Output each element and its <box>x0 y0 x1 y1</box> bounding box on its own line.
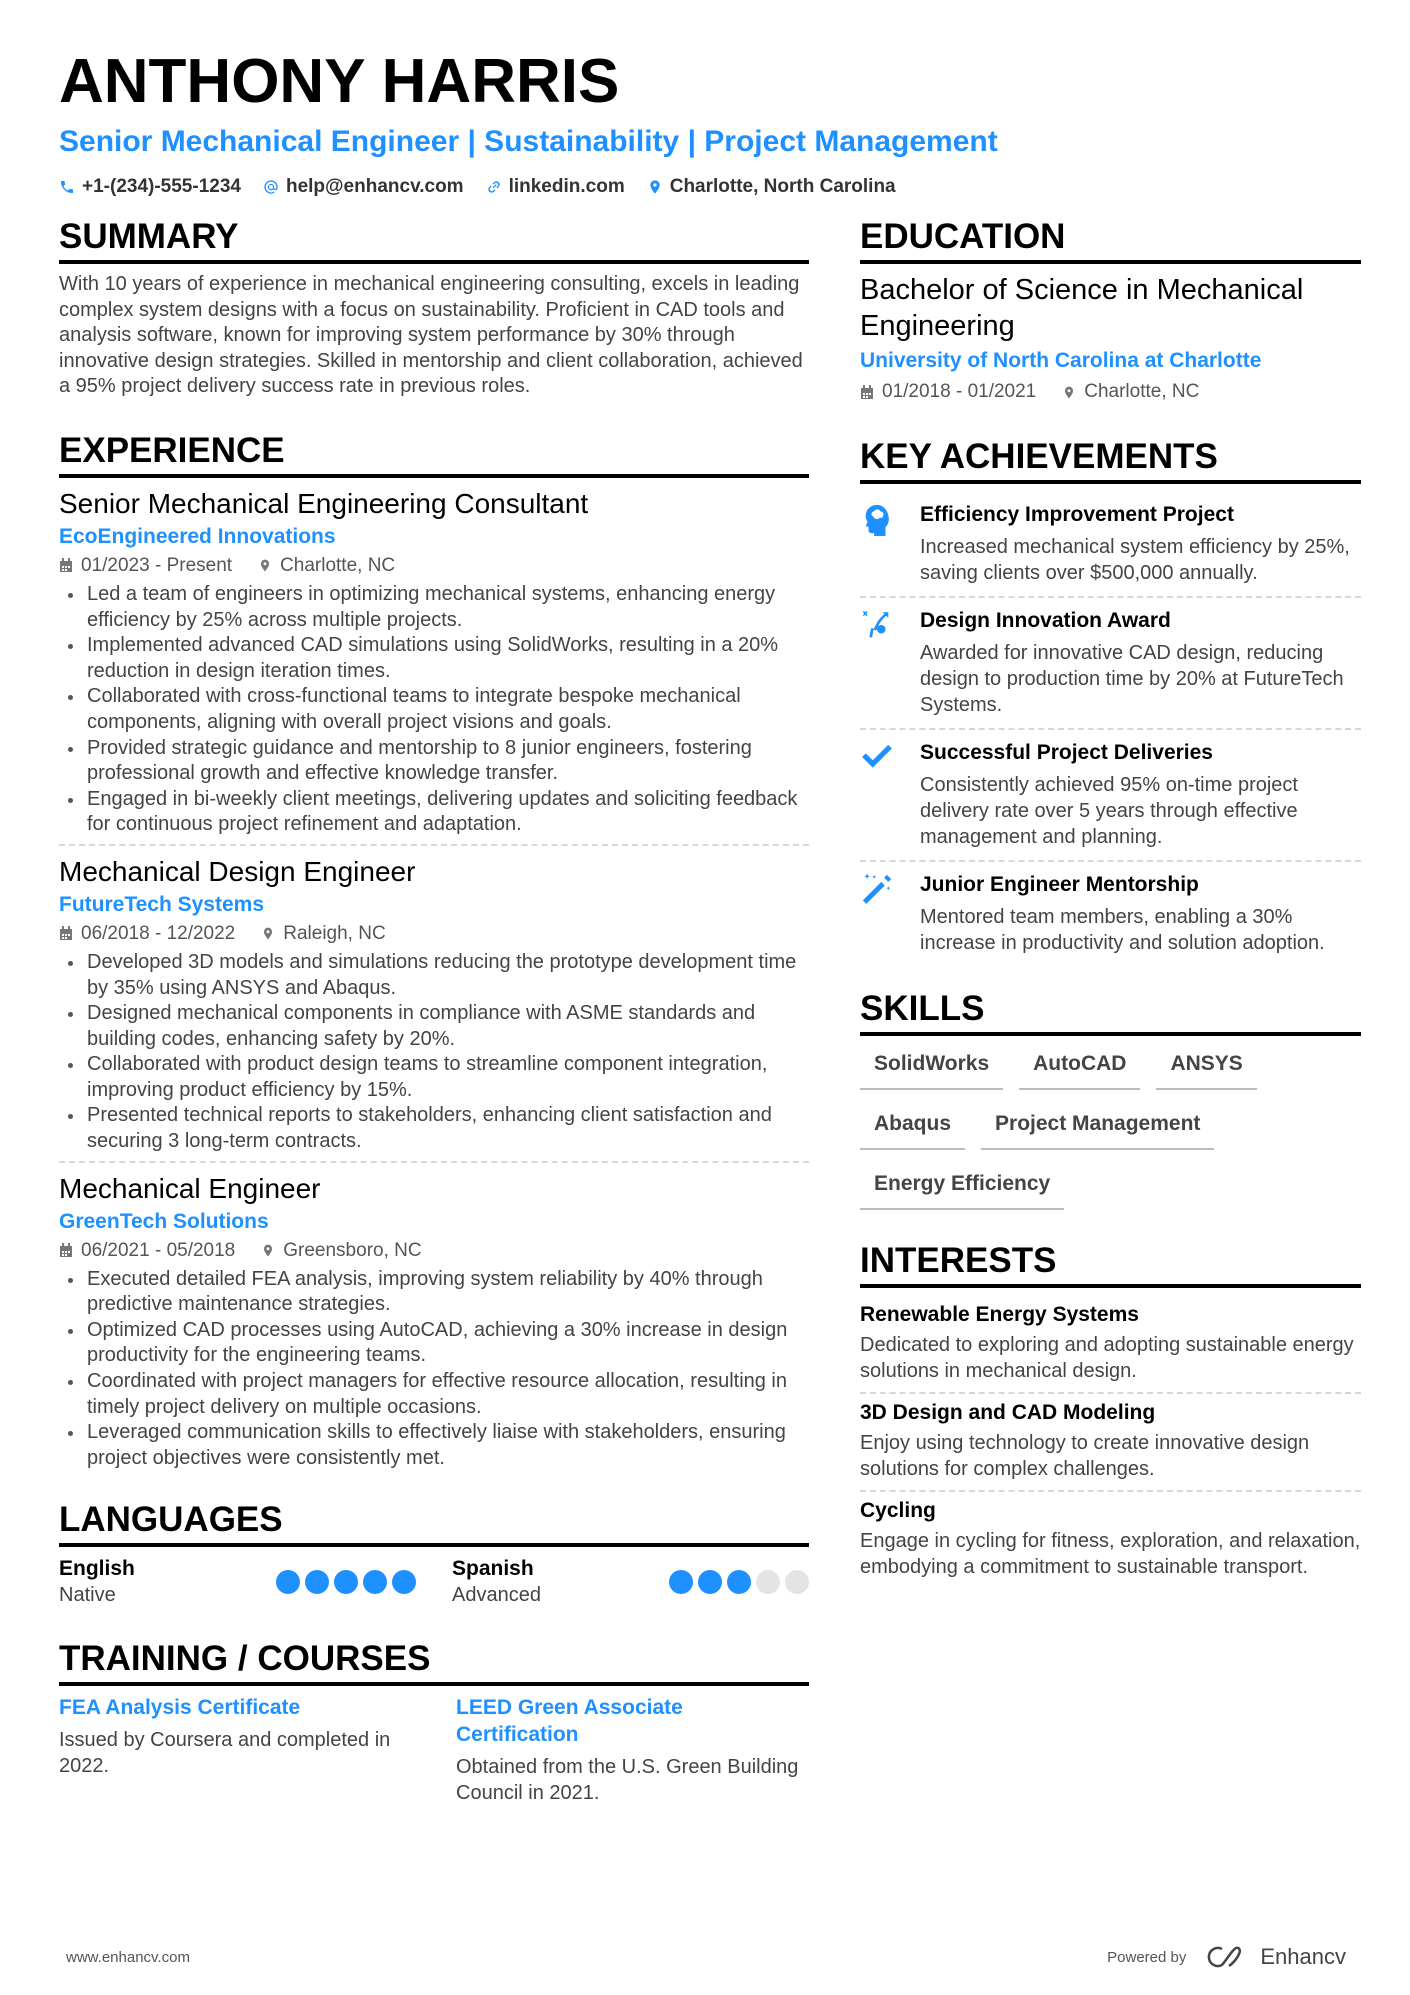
achievements-heading: KEY ACHIEVEMENTS <box>860 436 1361 484</box>
location-pin-icon <box>261 926 275 941</box>
language-level: Advanced <box>452 1584 541 1607</box>
achievement-item <box>860 598 1361 730</box>
experience-heading: EXPERIENCE <box>59 430 809 478</box>
job-entry <box>59 486 809 846</box>
contact-phone-text: +1-(234)-555-1234 <box>82 176 241 197</box>
job-location: Charlotte, NC <box>280 554 396 576</box>
interests-section <box>860 1240 1361 1588</box>
job-location: Greensboro, NC <box>283 1239 422 1261</box>
job-bullet: Designed mechanical components in compliance with ASME standards and building codes, enhancing safety by 20%. <box>59 1001 809 1052</box>
rating-dot-filled <box>363 1570 387 1594</box>
enhancv-logo[interactable] <box>1204 1944 1346 1970</box>
enhancv-logo-icon <box>1204 1944 1252 1970</box>
rating-dot-empty <box>756 1570 780 1594</box>
job-bullets <box>59 582 809 838</box>
contact-email[interactable] <box>263 176 464 198</box>
achievement-title: Successful Project Deliveries <box>920 741 1213 764</box>
education-meta <box>860 378 1361 406</box>
job-bullet: Implemented advanced CAD simulations using SolidWorks, resulting in a 20% reduction in design iteration times. <box>59 633 809 684</box>
job-bullet: Provided strategic guidance and mentorship to 8 junior engineers, fostering professional growth and effective knowledge transfer. <box>59 736 809 787</box>
job-bullet: Engaged in bi-weekly client meetings, delivering updates and soliciting feedback for continuous project refinement and adaptation. <box>59 787 809 838</box>
language-rating <box>669 1570 809 1594</box>
skills-section <box>860 988 1361 1210</box>
course-description: Issued by Coursera and completed in 2022. <box>59 1729 391 1778</box>
achievement-item <box>860 492 1361 598</box>
achievement-item <box>860 730 1361 862</box>
job-bullet: Coordinated with project managers for effective resource allocation, resulting in timely project delivery on multiple occasions. <box>59 1369 809 1420</box>
job-dates: 06/2021 - 05/2018 <box>81 1239 236 1261</box>
job-meta <box>59 552 809 580</box>
company-name: GreenTech Solutions <box>59 1209 269 1233</box>
training-section <box>59 1638 809 1806</box>
candidate-name: ANTHONY HARRIS <box>59 47 620 116</box>
job-title: Senior Mechanical Engineering Consultant <box>59 487 589 519</box>
job-dates: 01/2023 - Present <box>81 554 233 576</box>
degree: Bachelor of Science in Mechanical Engineering <box>860 274 1304 342</box>
company-name: EcoEngineered Innovations <box>59 524 336 548</box>
job-bullets <box>59 1267 809 1472</box>
strategy-arrow-icon <box>860 608 894 642</box>
courses-list <box>59 1694 809 1806</box>
page-footer <box>66 1944 1346 1970</box>
contact-phone[interactable] <box>59 176 241 198</box>
brand-name: Enhancv <box>1260 1944 1346 1969</box>
rating-dot-filled <box>392 1570 416 1594</box>
job-bullet: Leveraged communication skills to effectively liaise with stakeholders, ensuring project objectives were consistently met. <box>59 1420 809 1471</box>
skill-tag: Project Management <box>981 1104 1214 1150</box>
skill-tag: ANSYS <box>1156 1044 1256 1090</box>
skills-list <box>860 1044 1361 1210</box>
interest-title: Renewable Energy Systems <box>860 1303 1139 1326</box>
location-pin-icon <box>647 179 663 195</box>
magic-wand-icon <box>860 872 894 906</box>
rating-dot-filled <box>334 1570 358 1594</box>
job-bullet: Executed detailed FEA analysis, improving system reliability by 40% through predictive maintenance strategies. <box>59 1267 809 1318</box>
contact-linkedin-text: linkedin.com <box>508 176 625 197</box>
skill-tag: AutoCAD <box>1019 1044 1140 1090</box>
course-description: Obtained from the U.S. Green Building Council in 2021. <box>456 1756 799 1805</box>
achievement-description: Consistently achieved 95% on-time project delivery rate over 5 years through effective management and planning. <box>920 774 1298 848</box>
achievement-description: Mentored team members, enabling a 30% increase in productivity and solution adoption. <box>920 906 1325 954</box>
calendar-icon <box>59 1243 73 1258</box>
course-item <box>456 1694 809 1806</box>
interest-description: Engage in cycling for fitness, exploration, and relaxation, embodying a commitment to sustainable transport. <box>860 1530 1361 1578</box>
course-item <box>59 1694 412 1806</box>
skill-tag: Energy Efficiency <box>860 1164 1064 1210</box>
resume-header <box>59 46 1359 198</box>
candidate-headline: Senior Mechanical Engineer | Sustainability | Project Management <box>59 125 998 158</box>
interest-description: Dedicated to exploring and adopting sustainable energy solutions in mechanical design. <box>860 1334 1354 1382</box>
languages-section <box>59 1499 809 1608</box>
rating-dot-filled <box>669 1570 693 1594</box>
language-item <box>59 1555 416 1608</box>
checkmark-icon <box>860 740 894 774</box>
experience-section <box>59 430 809 1477</box>
training-heading: TRAINING / COURSES <box>59 1638 809 1686</box>
skill-tag: SolidWorks <box>860 1044 1003 1090</box>
job-bullet: Presented technical reports to stakeholders, enhancing client satisfaction and securing 3 long-term contracts. <box>59 1103 809 1154</box>
job-meta <box>59 1237 809 1265</box>
rating-dot-filled <box>276 1570 300 1594</box>
summary-section <box>59 216 809 400</box>
language-name: English <box>59 1557 135 1581</box>
job-bullet: Optimized CAD processes using AutoCAD, achieving a 30% increase in design productivity for the engineering teams. <box>59 1318 809 1369</box>
interest-item <box>860 1296 1361 1394</box>
job-bullets <box>59 950 809 1155</box>
course-title: LEED Green Associate Certification <box>456 1696 683 1747</box>
contact-bar <box>59 176 1359 198</box>
interest-item <box>860 1492 1361 1588</box>
job-entry <box>59 1171 809 1478</box>
achievement-description: Increased mechanical system efficiency by 25%, saving clients over $500,000 annually. <box>920 536 1350 584</box>
contact-linkedin[interactable] <box>486 176 625 198</box>
job-dates: 06/2018 - 12/2022 <box>81 922 236 944</box>
language-item <box>452 1555 809 1608</box>
job-title: Mechanical Engineer <box>59 1172 321 1204</box>
calendar-icon <box>59 558 73 573</box>
achievement-item <box>860 862 1361 966</box>
achievement-title: Efficiency Improvement Project <box>920 503 1234 526</box>
job-meta <box>59 920 809 948</box>
phone-icon <box>59 179 75 195</box>
location-pin-icon <box>1062 385 1076 400</box>
contact-location-text: Charlotte, North Carolina <box>669 176 896 197</box>
footer-website-link[interactable]: www.enhancv.com <box>66 1948 190 1966</box>
link-icon <box>486 179 502 195</box>
location-pin-icon <box>258 558 272 573</box>
achievement-description: Awarded for innovative CAD design, reducing design to production time by 20% at FutureTech Systems. <box>920 642 1344 716</box>
contact-email-text: help@enhancv.com <box>285 176 464 197</box>
job-entry <box>59 854 809 1163</box>
achievement-title: Design Innovation Award <box>920 609 1171 632</box>
job-title: Mechanical Design Engineer <box>59 855 416 887</box>
job-bullet: Collaborated with cross-functional teams to integrate bespoke mechanical components, aligning with overall project visions and goals. <box>59 684 809 735</box>
interest-title: Cycling <box>860 1499 936 1522</box>
calendar-icon <box>59 926 73 941</box>
language-name: Spanish <box>452 1557 534 1581</box>
job-bullet: Led a team of engineers in optimizing mechanical systems, enhancing energy efficiency by 25% across multiple projects. <box>59 582 809 633</box>
location-pin-icon <box>261 1243 275 1258</box>
languages-list <box>59 1555 809 1608</box>
right-column <box>860 216 1361 1618</box>
skill-tag: Abaqus <box>860 1104 965 1150</box>
education-section <box>860 216 1361 406</box>
calendar-icon <box>860 385 874 400</box>
interest-title: 3D Design and CAD Modeling <box>860 1401 1156 1424</box>
summary-text: With 10 years of experience in mechanical engineering consulting, excels in leading complex system designs with a focus on sustainability. Proficient in CAD tools and analysis software, known for improving system performance by 30% through innovative design strategies. Skilled in mentorship and client collaboration, achieved a 95% project delivery success rate in previous roles. <box>59 273 803 398</box>
achievements-section <box>860 436 1361 966</box>
at-icon <box>263 179 279 195</box>
rating-dot-filled <box>727 1570 751 1594</box>
rating-dot-filled <box>698 1570 722 1594</box>
rating-dot-filled <box>305 1570 329 1594</box>
interests-heading: INTERESTS <box>860 1240 1361 1288</box>
interest-description: Enjoy using technology to create innovative design solutions for complex challenges. <box>860 1432 1310 1480</box>
job-location: Raleigh, NC <box>283 922 386 944</box>
languages-heading: LANGUAGES <box>59 1499 809 1547</box>
school-name: University of North Carolina at Charlotte <box>860 349 1262 372</box>
summary-heading: SUMMARY <box>59 216 809 264</box>
powered-by-label: Powered by <box>1107 1948 1187 1966</box>
interest-item <box>860 1394 1361 1492</box>
rating-dot-empty <box>785 1570 809 1594</box>
skills-heading: SKILLS <box>860 988 1361 1036</box>
achievement-title: Junior Engineer Mentorship <box>920 873 1199 896</box>
job-bullet: Collaborated with product design teams to streamline component integration, improving product efficiency by 15%. <box>59 1052 809 1103</box>
powered-by <box>1107 1944 1346 1970</box>
education-dates: 01/2018 - 01/2021 <box>882 381 1037 402</box>
head-brain-icon <box>860 502 894 536</box>
left-column <box>59 216 809 1836</box>
language-level: Native <box>59 1584 116 1607</box>
education-location: Charlotte, NC <box>1084 381 1200 402</box>
job-bullet: Developed 3D models and simulations reducing the prototype development time by 35% using ANSYS and Abaqus. <box>59 950 809 1001</box>
education-heading: EDUCATION <box>860 216 1361 264</box>
language-rating <box>276 1570 416 1594</box>
company-name: FutureTech Systems <box>59 892 265 916</box>
contact-location <box>647 176 896 198</box>
course-title: FEA Analysis Certificate <box>59 1696 301 1720</box>
